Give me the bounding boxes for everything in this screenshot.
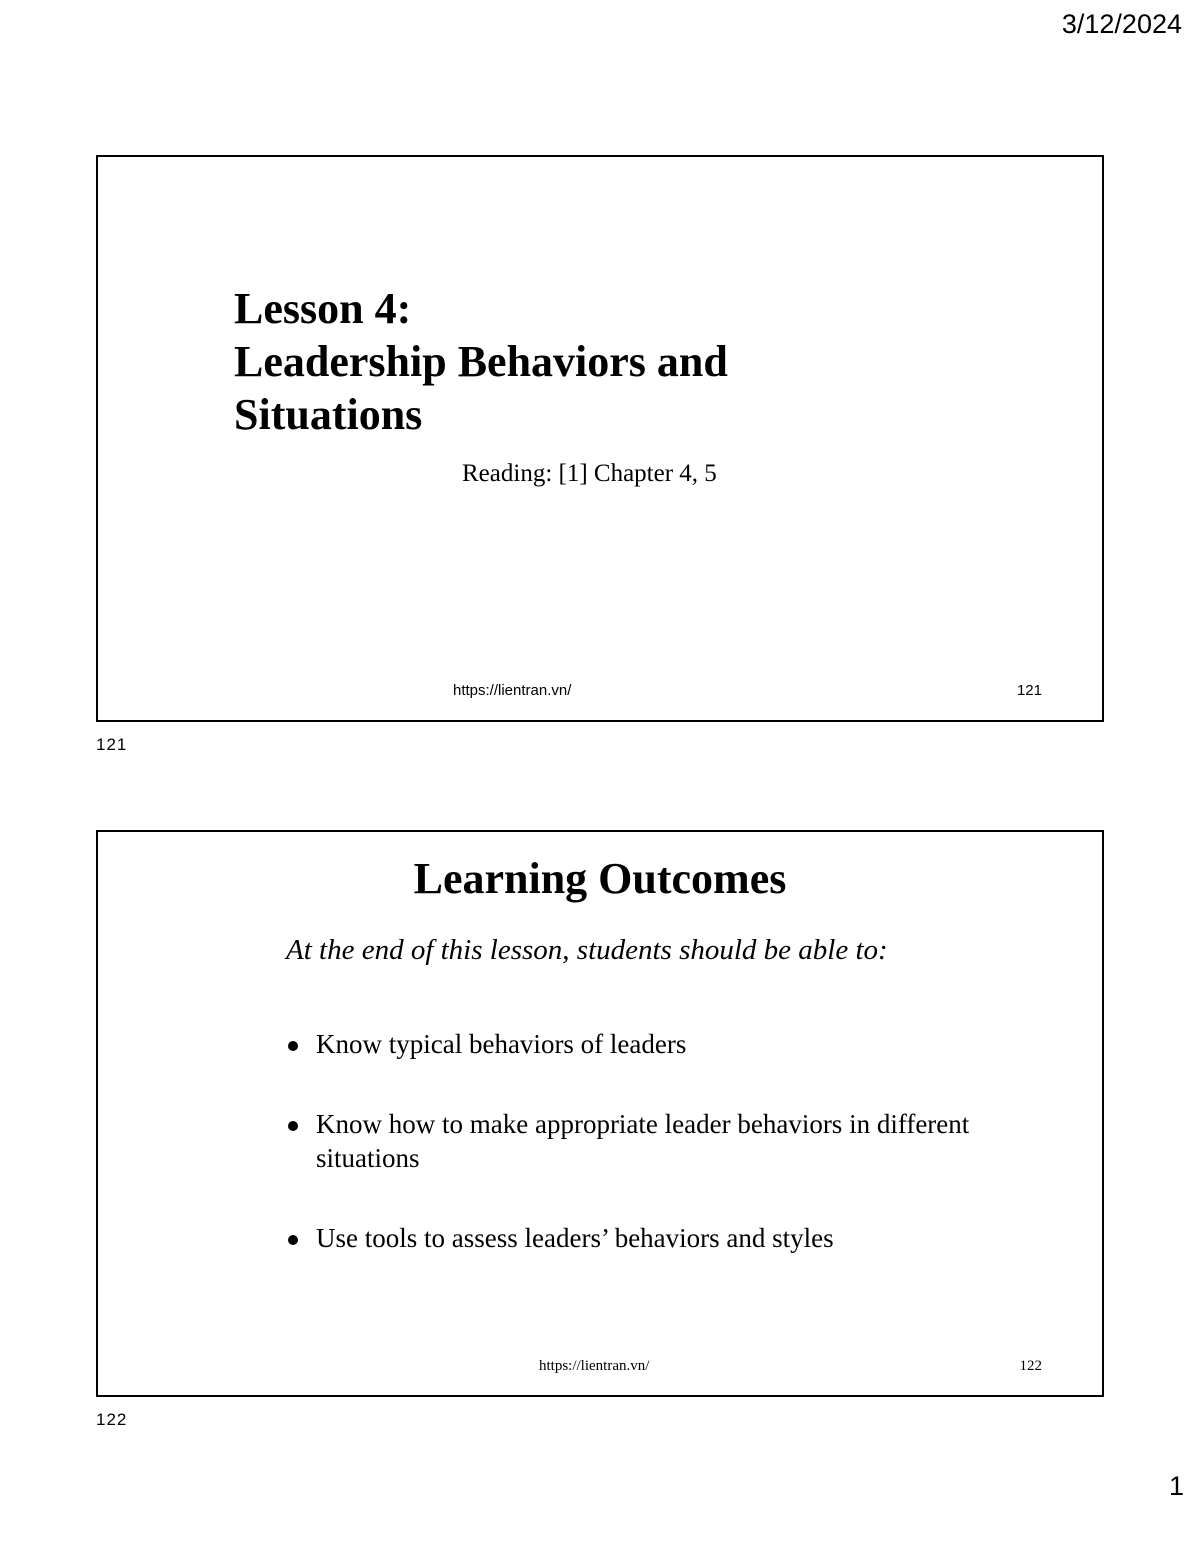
slide-title-line: Lesson 4: xyxy=(234,284,412,333)
slide-number: 121 xyxy=(1016,682,1042,699)
slide-title-line: Leadership Behaviors and xyxy=(234,337,728,386)
bullet-icon xyxy=(288,1235,298,1245)
reading-reference: Reading: [1] Chapter 4, 5 xyxy=(462,460,717,487)
slide-title-line: Situations xyxy=(234,390,423,439)
bullet-icon xyxy=(288,1121,298,1131)
page-number: 1 xyxy=(1168,1471,1184,1501)
slide-intro: At the end of this lesson, students should be able to: xyxy=(286,934,888,966)
list-item-text: Know typical behaviors of leaders xyxy=(316,1029,687,1059)
slide-121 xyxy=(96,155,1104,722)
slide-122 xyxy=(96,830,1104,1397)
slide-footer-url: https://lientran.vn/ xyxy=(453,682,572,699)
list-item xyxy=(286,1221,976,1255)
outcomes-list xyxy=(286,1027,976,1255)
bullet-icon xyxy=(288,1041,298,1051)
slide-title: Learning Outcomes xyxy=(413,854,787,903)
list-item xyxy=(286,1027,976,1061)
slide-number: 122 xyxy=(1019,1358,1042,1374)
list-item-text: Use tools to assess leaders’ behaviors and styles xyxy=(316,1223,834,1253)
slide-label: 121 xyxy=(96,735,128,754)
slide-title xyxy=(234,282,874,441)
page-date: 3/12/2024 xyxy=(1061,9,1182,39)
slide-footer-url: https://lientran.vn/ xyxy=(539,1358,650,1374)
list-item-text: Know how to make appropriate leader behaviors in different situations xyxy=(316,1109,970,1173)
slide-label: 122 xyxy=(96,1410,128,1429)
list-item xyxy=(286,1107,976,1175)
